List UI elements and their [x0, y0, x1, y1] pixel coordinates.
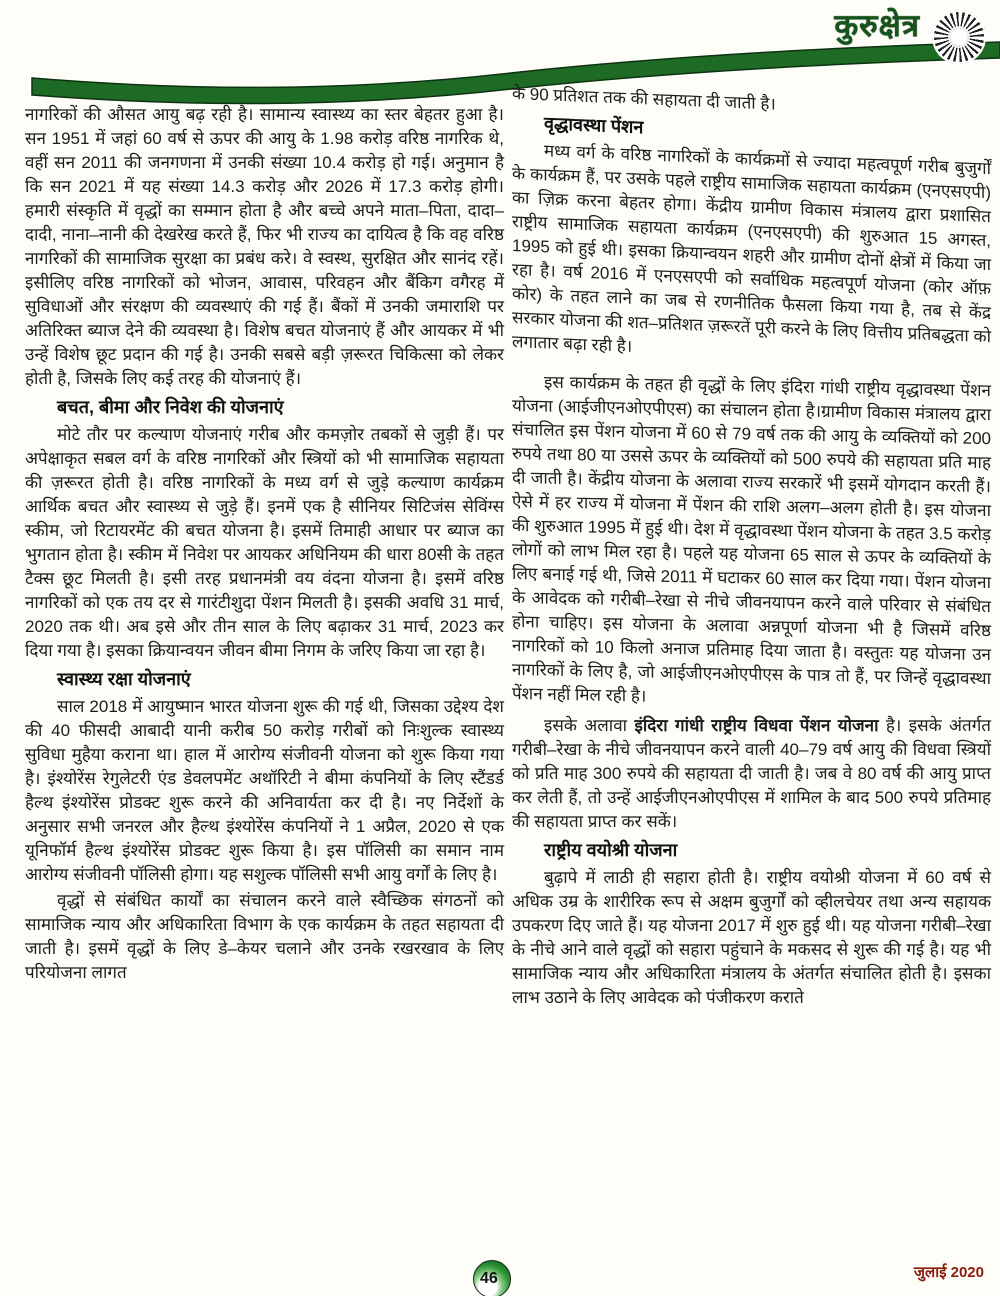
heading-old-age-pension: वृद्धावस्था पेंशन [544, 113, 644, 138]
heading-vayoshri-yojana: राष्ट्रीय वयोश्री योजना [544, 840, 678, 860]
paragraph-ignoaps: इस कार्यक्रम के तहत ही वृद्धों के लिए इंदिरा गांधी राष्ट्रीय वृद्धावस्था पेंशन योजना (आईजीएनओएपीएस) का संचालन होता है।ग्रामीण विकास मंत्रालय द्वारा संचालित इस पेंशन योजना में 60 से 79 वर्ष तक की आयु के व्यक्तियों को 200 रुपये तथा 80 या उससे ऊपर के व्यक्तियों को 500 रुपये की सहायता प्रति माह दी जाती है। केंद्रीय योजना के अलावा राज्य सरकारें भी इसमें योगदान करती हैं। ऐसे में हर राज्य में योजना में पेंशन की राशि अलग–अलग होती है। इस योजना की शुरुआत 1995 में हुई थी। देश में वृद्धावस्था पेंशन योजना के तहत 3.5 करोड़ लोगों को लाभ मिल रहा है। पहले यह योजना 65 साल से ऊपर के व्यक्तियों के लिए बनाई गई थी, जिसे 2011 में घटाकर 60 साल कर दिया गया। पेंशन योजना के आवेदक को गरीबी–रेखा से नीचे जीवनयापन करने वाले परिवार से संबंधित होना चाहिए। इस योजना के अलावा अन्नपूर्णा योजना भी है जिसमें वरिष्ठ नागरिकों को 10 किलो अनाज प्रतिमाह दिया जाता है। वस्तुतः यह योजना उन नागरिकों के लिए है, जो आईजीएनओएपीएस के पात्र तो हैं, पर जिन्हें वृद्धावस्था पेंशन नहीं मिल रही है। [512, 372, 991, 706]
paragraph-vayoshri: बुढ़ापे में लाठी ही सहारा होती है। राष्ट्रीय वयोश्री योजना में 60 वर्ष से अधिक उम्र के शारीरिक रूप से अक्षम बुजुर्गों को व्हीलचेयर तथा अन्य सहायक उपकरण दिए जाते हैं। यह योजना 2017 में शुरु हुई थी। यह योजना गरीबी–रेखा के नीचे आने वाले वृद्धों को सहारा पहुंचाने के मकसद से शुरू की गई है। यह भी सामाजिक न्याय और अधिकारिता मंत्रालय के अंतर्गत संचालित होती है। इसका लाभ उठाने के लिए आवेदक को पंजीकरण कराते [512, 868, 991, 1007]
widow-pension-text-pre: इसके अलावा [544, 716, 635, 735]
paragraph-senior-citizens-intro: नागरिकों की औसत आयु बढ़ रही है। सामान्य स्वास्थ्य का स्तर बेहतर हुआ है। सन 1951 में जहां 60 वर्ष से ऊपर की आयु के 1.98 करोड़ वरिष्ठ नागरिक थे, वहीं सन 2011 की जनगणना में उनकी संख्या 10.4 करोड़ हो गई। अनुमान है कि सन 2021 में यह संख्या 14.3 करोड़ और 2026 में 17.3 करोड़ होगी। हमारी संस्कृति में वृद्धों का सम्मान होता है और बच्चे अपने माता–पिता, दादा–दादी, नाना–नानी की देखरेख करते हैं, फिर भी राज्य का दायित्व है कि वह वरिष्ठ नागरिकों की सामाजिक सुरक्षा का प्रबंध करे। वे स्वस्थ, सुरक्षित और सानंद रहें। इसीलिए वरिष्ठ नागरिकों को भोजन, आवास, परिवहन और बैंकिग वगैरह में सुविधाओं और संरक्षण की व्यवस्थाएं की गई हैं। बैंकों में उनकी जमाराशि पर अतिरिक्त ब्याज देने की व्यवस्था है। विशेष बचत योजनाएं हैं और आयकर में भी उन्हें विशेष छूट प्रदान की गई है। उनकी सबसे बड़ी ज़रूरत चिकित्सा को लेकर होती है, जिसके लिए कई तरह की योजनाएं हैं। [25, 105, 504, 388]
magazine-title: कुरुक्षेत्र [834, 8, 920, 43]
paragraph-voluntary-organisations: वृद्धों से संबंधित कार्यों का संचालन करने वाले स्वैच्छिक संगठनों को सामाजिक न्याय और अधिकारिता विभाग के एक कार्यक्रम के तहत सहायता दी जाती है। इसमें वृद्धों के लिए डे–केयर चलाने और उनके रखरखाव के लिए परियोजना लागत [25, 891, 504, 982]
widow-pension-text-post: है। इसके अंतर्गत गरीबी–रेखा के नीचे जीवनयापन करने वाली 40–79 वर्ष आयु की विधवा स्त्रियों को प्रति माह 300 रुपये की सहायता दी जाती है। जब वे 80 वर्ष की आयु प्राप्त कर लेती हैं, तो उन्हें आईजीएनओएपीएस में शामिल के बाद 500 रुपये प्रतिमाह की सहायता प्राप्त कर सकें। [512, 716, 991, 831]
right-column-top-group [512, 82, 991, 373]
heading-health-protection: स्वास्थ्य रक्षा योजनाएं [57, 669, 191, 689]
paragraph-carryover-line: के 90 प्रतिशत तक की सहायता दी जाती है। [512, 84, 776, 114]
paragraph-savings-schemes: मोटे तौर पर कल्याण योजनाएं गरीब और कमज़ोर तबकों से जुड़ी हैं। पर अपेक्षाकृत सबल वर्ग के वरिष्ठ नागरिकों और स्त्रियों को भी सामाजिक सहायता की ज़रूरत होती है। वरिष्ठ नागरिकों के मध्य वर्ग से जुड़े कल्याण कार्यक्रम आर्थिक बचत और स्वास्थ्य से जुड़े हैं। इनमें एक है सीनियर सिटिजंस सेविंग्स स्कीम, जो रिटायरमेंट की बचत योजना है। इसमें तिमाही आधार पर ब्याज का भुगतान होता है। स्कीम में निवेश पर आयकर अधिनियम की धारा 80सी के तहत टैक्स छूट मिलती है। इसी तरह प्रधानमंत्री वय वंदना योजना है। इसमें वरिष्ठ नागरिकों को एक तय दर से गारंटीशुदा पेंशन मिलती है। इसकी अवधि 31 मार्च, 2020 तक थी। अब इसे और तीन साल के लिए बढ़ाकर 31 मार्च, 2023 कर दिया गया है। इसका क्रियान्वयन जीवन बीमा निगम के जरिए किया जा रहा है। [25, 425, 504, 660]
paragraph-health-schemes: साल 2018 में आयुष्मान भारत योजना शुरू की गई थी, जिसका उद्देश्य देश की 40 फीसदी आबादी यानी करीब 50 करोड़ गरीबों को निःशुल्क स्वास्थ्य सुविधा मुहैया कराना था। हाल में आरोग्य संजीवनी योजना को शुरू किया गया है। इंश्योरेंस रेगुलेटरी एंड डेवलपमेंट अथॉरिटी ने बीमा कंपनियों के लिए स्टैंडर्ड हैल्थ इंश्योरेंस प्रोडक्ट शुरू करने की अनिवार्यता कर दी है। नए निर्देशों के अनुसार सभी जनरल और हैल्थ इंश्योरेंस कंपनियों ने 1 अप्रैल, 2020 से एक यूनिफॉर्म हैल्थ इंश्योरेंस प्रोडक्ट शुरू किया है। इस पॉलिसी का समान नाम आरोग्य संजीवनी पॉलिसी होगा। यह सशुल्क पॉलिसी सभी आयु वर्गों के लिए है। [25, 697, 504, 884]
issue-date: जुलाई 2020 [913, 1264, 984, 1281]
page-number: 46 [480, 1270, 498, 1287]
right-column [512, 82, 991, 1012]
left-column [25, 103, 504, 987]
paragraph-nsap: मध्य वर्ग के वरिष्ठ नागरिकों के कार्यक्रमों से ज्यादा महत्वपूर्ण गरीब बुजुर्गों के कार्यक्रम हैं, पर उसके पहले राष्ट्रीय सामाजिक सहायता कार्यक्रम (एनएसएपी) का ज़िक्र करना बेहतर होगा। केंद्रीय ग्रामीण विकास मंत्रालय द्वारा प्रशासित राष्ट्रीय सामाजिक सहायता कार्यक्रम (एनएसएपी) की शुरुआत 15 अगस्त, 1995 को हुई थी। इसका क्रियान्वयन शहरी और ग्रामीण दोनों क्षेत्रों में किया जा रहा है। वर्ष 2016 में एनएसएपी को सर्वाधिक महत्वपूर्ण योजना (कोर ऑफ़ कोर) के तहत लाने का जब से रणनीतिक फैसला किया गया है, तब से केंद्र सरकार योजना की शत–प्रतिशत ज़रूरतें पूरी करने के लिए वित्तीय प्रतिबद्धता को लगातार बढ़ा रही है। [512, 141, 991, 356]
right-column-mid-group [512, 370, 991, 715]
heading-savings-insurance-investment: बचत, बीमा और निवेश की योजनाएं [57, 397, 284, 417]
page-number-badge [473, 1260, 511, 1296]
widow-pension-scheme-name: इंदिरा गांधी राष्ट्रीय विधवा पेंशन योजना [634, 716, 879, 735]
paragraph-widow-pension [512, 714, 991, 834]
